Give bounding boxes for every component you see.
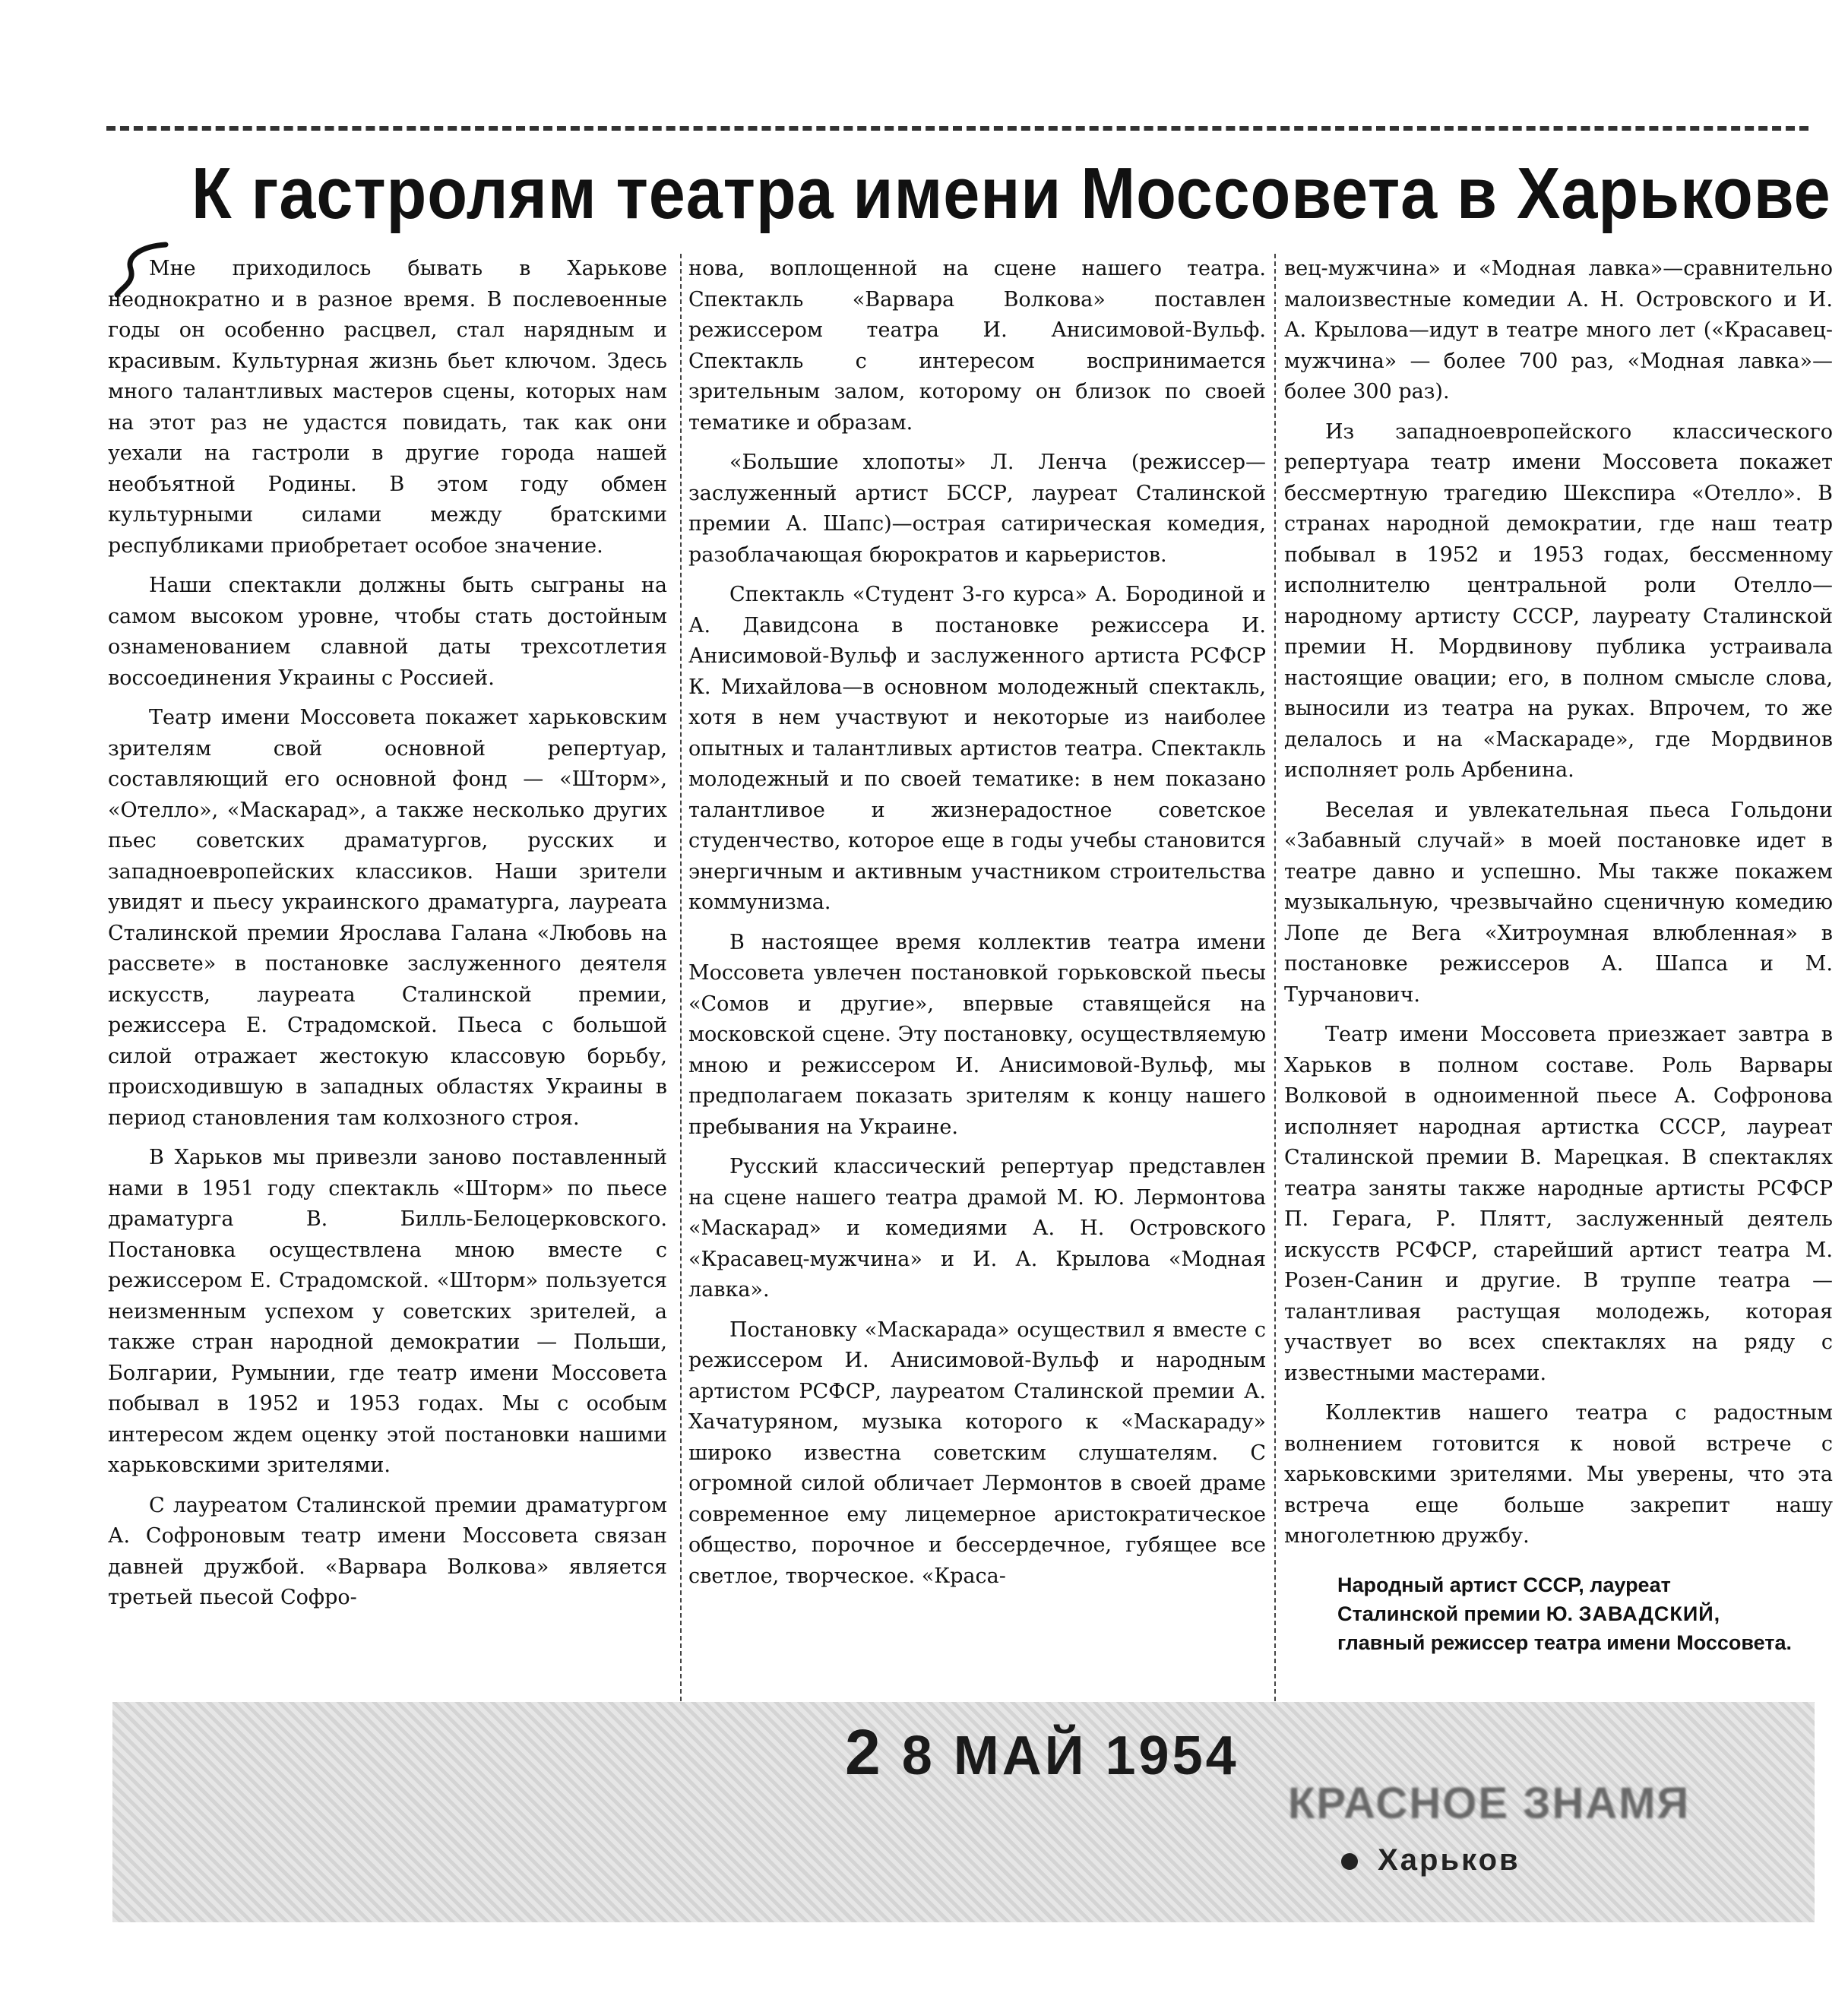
article-body: [108, 254, 1833, 1701]
paragraph: Русский классический репертуар представлен на сцене нашего театра драмой М. Ю. Лермонтова «Маскарад» и комедиями А. Н. Островского «Красавец-мужчина» и И. А. Крылова «Модная лавка».: [688, 1155, 1266, 1302]
paragraph: Мне приходилось бывать в Харькове неоднократно и в разное время. В послевоенные годы он особенно расцвел, стал нарядным и красивым. Культурная жизнь бьет ключом. Здесь много талантливых мастеров сцены, которых нам на этот раз не удастся повидать, так как они уехали на гастроли в другие города нашей необъятной Родины. В этом году обмен культурными силами между братскими республиками приобретает особое значение.: [108, 257, 667, 558]
paragraph: Постановку «Маскарада» осуществил я вместе с режиссером И. Анисимовой-Вульф и народным артистом РСФСР, лауреатом Сталинской премии А. Хачатуряном, музыка которого к «Маскараду» широко известна советским слушателям. С огромной силой обличает Лермонтов в своей драме современное ему лицемерное аристократическое общество, порочное и бессердечное, губящее все светлое, творческое. «Краса-: [688, 1318, 1266, 1588]
column-divider: [680, 254, 682, 1701]
bullet-icon: [1341, 1853, 1358, 1870]
author-signature: [1284, 1571, 1833, 1657]
author-name: ЗАВАДСКИЙ,: [1578, 1602, 1721, 1625]
paragraph: Спектакль «Студент 3-го курса» А. Бородиной и А. Давидсона в постановке режиссера И. Анисимовой-Вульф и заслуженного артиста РСФСР К. Михайлова—в основном молодежный спектакль, хотя в нем участвуют и некоторые из наиболее опытных и талантливых артистов театра. Спектакль молодежный и по своей тематике: в нем показано талантливое и жизнерадостное советское студенчество, которое еще в годы учебы становится энергичным и активным участником строительства коммунизма.: [688, 583, 1266, 914]
paragraph: В Харьков мы привезли заново поставленный нами в 1951 году спектакль «Шторм» по пьесе драматурга В. Билль-Белоцерковского. Постановка осуществлена мною вместе с режиссером Е. Страдомской. «Шторм» пользуется неизменным успехом у советских зрителей, а также стран народной демократии — Польши, Болгарии, Румынии, где театр имени Моссовета побывал в 1952 и 1953 годах. Мы с особым интересом ждем оценку этой постановки нашими харьковскими зрителями.: [108, 1146, 667, 1477]
paragraph: С лауреатом Сталинской премии драматургом А. Софроновым театр имени Моссовета связан давней дружбой. «Варвара Волкова» является третьей пьесой Софро-: [108, 1493, 667, 1609]
paragraph: Театр имени Моссовета покажет харьковским зрителям свой основной репертуар, составляющий его основной фонд — «Шторм», «Отелло», «Маскарад», а также несколько других пьес советских драматургов, русских и западноевропейских классиков. Наши зрители увидят и пьесу украинского драматурга, лауреата Сталинской премии Ярослава Галана «Любовь на рассвете» в постановке заслуженного деятеля искусств, лауреата Сталинской премии, режиссера Е. Страдомской. Пьеса с большой силой отражает жестокую классовую борьбу, происходившую в западных областях Украины в период становления там колхозного строя.: [108, 706, 667, 1130]
column-divider: [1274, 254, 1276, 1701]
paragraph: Коллектив нашего театра с радостным волнением готовится к новой встрече с харьковскими зрителями. Мы уверены, что эта встреча еще больше закрепит нашу многолетнюю дружбу.: [1284, 1401, 1833, 1548]
signature-line: главный режиссер театра имени Моссовета.: [1337, 1631, 1793, 1654]
article-headline: К гастролям театра имени Моссовета в Харькове: [191, 153, 1831, 234]
newspaper-city: [1341, 1843, 1520, 1877]
paragraph: Из западноевропейского классического репертуара театр имени Моссовета покажет бессмертную трагедию Шекспира «Отелло». В странах народной демократии, где наш театр побывал в 1952 и 1953 годах, бессменному исполнителю центральной роли Отелло—народному артисту СССР, лауреату Сталинской премии Н. Мордвинову публика устраивала настоящие овации; его, в полном смысле слова, выносили из театра на руках. Впрочем, то же делалось и на «Маскараде», где Мордвинов исполняет роль Арбенина.: [1284, 419, 1833, 782]
newspaper-masthead: КРАСНОЕ ЗНАМЯ: [1288, 1779, 1691, 1828]
article-column-1: [108, 254, 667, 1701]
paragraph: В настоящее время коллектив театра имени Моссовета увлечен постановкой горьковской пьесы «Сомов и другие», впервые ставящейся на московской сцене. Эту постановку, осуществляемую мною и режиссером И. Анисимовой-Вульф, мы предполагаем показать зрителям к концу нашего пребывания на Украине.: [688, 930, 1266, 1139]
date-stamp: [845, 1716, 1239, 1789]
top-dashed-rule: [106, 126, 1808, 131]
paragraph: нова, воплощенной на сцене нашего театра. Спектакль «Варвара Волкова» поставлен режиссером театра И. Анисимовой-Вульф. Спектакль с интересом воспринимается зрительным залом, которому он близок по своей тематике и образам.: [688, 257, 1266, 435]
newspaper-city-label: Харьков: [1378, 1843, 1520, 1877]
paragraph: Веселая и увлекательная пьеса Гольдони «Забавный случай» в моей постановке идет в театре давно и успешно. Мы также покажем музыкальную, чрезвычайно сценичную комедию Лопе де Вега «Хитроумная влюбленная» в постановке режиссеров А. Шапса и М. Турчанович.: [1284, 798, 1833, 1007]
signature-line: [1337, 1599, 1833, 1628]
date-stamp-day: 2: [845, 1716, 884, 1788]
date-stamp-rest: 8 МАЙ 1954: [901, 1726, 1239, 1786]
article-column-3: [1284, 254, 1833, 1701]
paragraph: Театр имени Моссовета приезжает завтра в Харьков в полном составе. Роль Варвары Волковой в одноименной пьесе А. Софронова исполняет народная артистка СССР, лауреат Сталинской премии В. Марецкая. В спектаклях театра заняты также народные артисты РСФСР П. Герага, Р. Плятт, заслуженный деятель искусств РСФСР, старейший артист театра М. Розен-Санин и другие. В труппе театра — талантливая растущая молодежь, которая участвует во всех спектаклях на ряду с известными мастерами.: [1284, 1023, 1833, 1385]
signature-line-prefix: Сталинской премии Ю.: [1337, 1602, 1574, 1625]
paragraph: вец-мужчина» и «Модная лавка»—сравнительно малоизвестные комедии А. Н. Островского и И. А. Крылова—идут в театре много лет («Красавец-мужчина» — более 700 раз, «Модная лавка»—более 300 раз).: [1284, 257, 1833, 403]
paragraph: Наши спектакли должны быть сыграны на самом высоком уровне, чтобы стать достойным ознаменованием славной даты трехсотлетия воссоединения Украины с Россией.: [108, 574, 667, 690]
article-column-2: [688, 254, 1266, 1701]
paragraph: «Большие хлопоты» Л. Ленча (режиссер—заслуженный артист БССР, лауреат Сталинской премии А. Шапс)—острая сатирическая комедия, разоблачающая бюрократов и карьеристов.: [688, 451, 1266, 567]
signature-line: Народный артист СССР, лауреат: [1337, 1573, 1671, 1596]
newspaper-source: [1288, 1778, 1691, 1915]
